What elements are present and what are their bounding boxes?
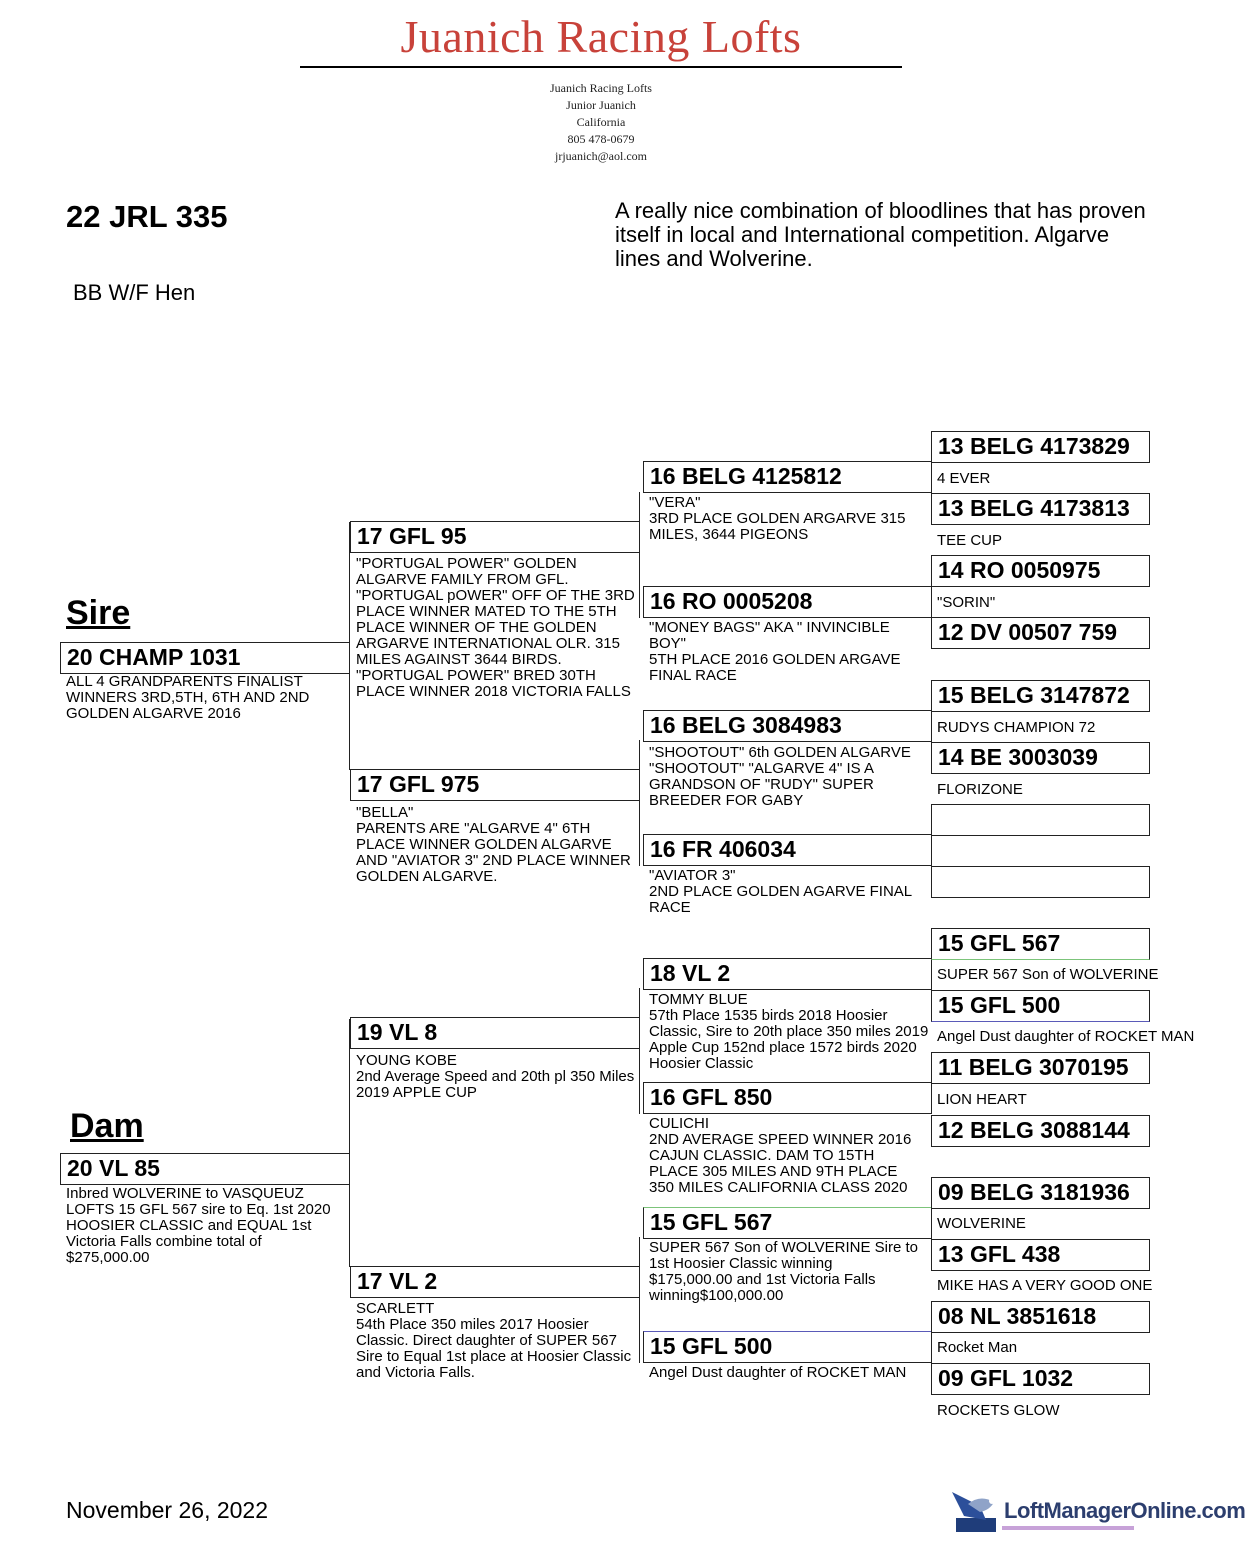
contact-owner: Junior Juanich: [566, 98, 636, 112]
gen3-4-band: 16 FR 406034: [643, 834, 932, 866]
connector-gen2-3: [639, 988, 640, 1114]
gen4-2-band: 13 BELG 4173813: [931, 493, 1150, 525]
gen4-9-name: SUPER 567 Son of WOLVERINE: [937, 966, 1159, 983]
gen3-6-band: 16 GFL 850: [643, 1082, 932, 1114]
gen3-5-note: TOMMY BLUE 57th Place 1535 birds 2018 Hoosier Classic, Sire to 20th place 350 miles 2019 Apple Cup 152nd place 1572 birds 2020 Hoosier Classic: [649, 991, 929, 1072]
gen2-dam-sire-note: YOUNG KOBE 2nd Average Speed and 20th pl 350 Miles 2019 APPLE CUP: [356, 1052, 635, 1101]
contact-loft: Juanich Racing Lofts: [550, 81, 652, 95]
logo-text: LoftManagerOnline.com: [1004, 1498, 1245, 1523]
gen4-7-band: [931, 804, 1150, 836]
loftmanager-logo: [950, 1486, 1245, 1536]
gen3-6-note: CULICHI 2ND AVERAGE SPEED WINNER 2016 CAJUN CLASSIC. DAM TO 15TH PLACE 305 MILES AND 9TH PLACE 350 MILES CALIFORNIA CLASS 2020: [649, 1115, 912, 1196]
sire-note: ALL 4 GRANDPARENTS FINALIST WINNERS 3RD,5TH, 6TH AND 2ND GOLDEN ALGARVE 2016: [66, 673, 310, 722]
gen3-7-band: 15 GFL 567: [643, 1207, 932, 1239]
gen4-1-name: 4 EVER: [937, 470, 991, 487]
gen4-4-band: 12 DV 00507 759: [931, 617, 1150, 649]
gen4-15-name: Rocket Man: [937, 1339, 1018, 1356]
gen4-8-band: [931, 866, 1150, 898]
bird-intro: A really nice combination of bloodlines that has proven itself in local and International competition. Algarve lines and Wolverine.: [615, 198, 1146, 271]
gen4-13-name: WOLVERINE: [937, 1215, 1026, 1232]
gen4-6-band: 14 BE 3003039: [931, 742, 1150, 774]
gen4-11-name: LION HEART: [937, 1091, 1027, 1108]
print-date: November 26, 2022: [66, 1497, 269, 1523]
gen2-sire-dam-note: "BELLA" PARENTS ARE "ALGARVE 4" 6TH PLACE WINNER GOLDEN ALGARVE AND "AVIATOR 3" 2ND PLACE WINNER GOLDEN ALGARVE.: [356, 804, 631, 885]
gen4-5-band: 15 BELG 3147872: [931, 680, 1150, 712]
gen4-3-band: 14 RO 0050975: [931, 555, 1150, 587]
gen4-12-band: 12 BELG 3088144: [931, 1115, 1150, 1147]
gen3-5-band: 18 VL 2: [643, 958, 932, 990]
gen4-3-name: "SORIN": [937, 594, 996, 611]
gen4-13-band: 09 BELG 3181936: [931, 1177, 1150, 1209]
gen2-sire-dam-band: 17 GFL 975: [350, 769, 640, 801]
gen4-16-band: 09 GFL 1032: [931, 1363, 1150, 1395]
gen4-1-band: 13 BELG 4173829: [931, 431, 1150, 463]
dam-band: 20 VL 85: [60, 1153, 350, 1185]
gen2-sire-sire-note: "PORTUGAL POWER" GOLDEN ALGARVE FAMILY FROM GFL. "PORTUGAL pOWER" OFF OF THE 3RD PLACE WINNER MATED TO THE 5TH PLACE WINNER OF THE GOLDEN ARGARVE INTERNATIONAL OLR. 315 MILES AGAINST 3644 BIRDS. "PORTUGAL POWER" BRED 30TH PLACE WINNER 2018 VICTORIA FALLS: [356, 555, 635, 700]
connector-gen2-1: [639, 492, 640, 618]
contact-email: jrjuanich@aol.com: [554, 149, 648, 163]
gen3-1-band: 16 BELG 4125812: [643, 461, 932, 493]
gen3-8-band: 15 GFL 500: [643, 1331, 932, 1363]
gen4-9-band: 15 GFL 567: [931, 928, 1150, 960]
contact-phone: 805 478-0679: [567, 132, 635, 146]
bird-band: 22 JRL 335: [66, 199, 228, 234]
connector-sire: [349, 522, 350, 770]
bird-description: BB W/F Hen: [73, 280, 196, 305]
gen4-16-name: ROCKETS GLOW: [937, 1402, 1060, 1419]
gen4-11-band: 11 BELG 3070195: [931, 1052, 1150, 1084]
connector-gen2-4: [639, 1237, 640, 1363]
contact-location: California: [576, 115, 626, 129]
gen3-1-note: "VERA" 3RD PLACE GOLDEN ARGARVE 315 MILES, 3644 PIGEONS: [649, 494, 906, 543]
gen4-15-band: 08 NL 3851618: [931, 1301, 1150, 1333]
sire-band: 20 CHAMP 1031: [60, 642, 350, 674]
gen4-14-name: MIKE HAS A VERY GOOD ONE: [937, 1277, 1153, 1294]
gen4-10-name: Angel Dust daughter of ROCKET MAN: [937, 1028, 1195, 1045]
gen3-8-note: Angel Dust daughter of ROCKET MAN: [649, 1364, 907, 1381]
pigeon-icon: [950, 1486, 1006, 1536]
gen4-10-band: 15 GFL 500: [931, 990, 1150, 1022]
logo-underline: [1002, 1526, 1134, 1530]
gen4-14-band: 13 GFL 438: [931, 1239, 1150, 1271]
gen2-dam-dam-band: 17 VL 2: [350, 1266, 640, 1298]
connector-gen2-2: [639, 740, 640, 866]
gen3-3-note: "SHOOTOUT" 6th GOLDEN ALGARVE "SHOOTOUT" "ALGARVE 4" IS A GRANDSON OF "RUDY" SUPER BREEDER FOR GABY: [649, 744, 911, 809]
gen3-2-band: 16 RO 0005208: [643, 586, 932, 618]
sire-label: Sire: [66, 594, 131, 632]
gen3-4-note: "AVIATOR 3" 2ND PLACE GOLDEN AGARVE FINAL RACE: [649, 867, 912, 916]
gen2-dam-sire-band: 19 VL 8: [350, 1017, 640, 1049]
loft-title: Juanich Racing Lofts: [400, 11, 802, 62]
gen3-3-band: 16 BELG 3084983: [643, 710, 932, 742]
dam-label: Dam: [70, 1107, 144, 1145]
gen2-dam-dam-note: SCARLETT 54th Place 350 miles 2017 Hoosier Classic. Direct daughter of SUPER 567 Sire to Equal 1st place at Hoosier Classic and Victoria Falls.: [356, 1300, 632, 1381]
dam-note: Inbred WOLVERINE to VASQUEUZ LOFTS 15 GFL 567 sire to Eq. 1st 2020 HOOSIER CLASSIC and EQUAL 1st Victoria Falls combine total of $275,000.00: [66, 1185, 331, 1266]
gen4-5-name: RUDYS CHAMPION 72: [937, 719, 1096, 736]
title-divider: [300, 66, 902, 68]
gen3-7-note: SUPER 567 Son of WOLVERINE Sire to 1st Hoosier Classic winning $175,000.00 and 1st Victoria Falls winning$100,000.00: [649, 1239, 918, 1304]
gen4-6-name: FLORIZONE: [937, 781, 1023, 798]
connector-dam: [349, 1019, 350, 1267]
gen3-2-note: "MONEY BAGS" AKA " INVINCIBLE BOY" 5TH PLACE 2016 GOLDEN ARGAVE FINAL RACE: [649, 619, 901, 684]
gen4-2-name: TEE CUP: [937, 532, 1003, 549]
gen2-sire-sire-band: 17 GFL 95: [350, 521, 640, 553]
